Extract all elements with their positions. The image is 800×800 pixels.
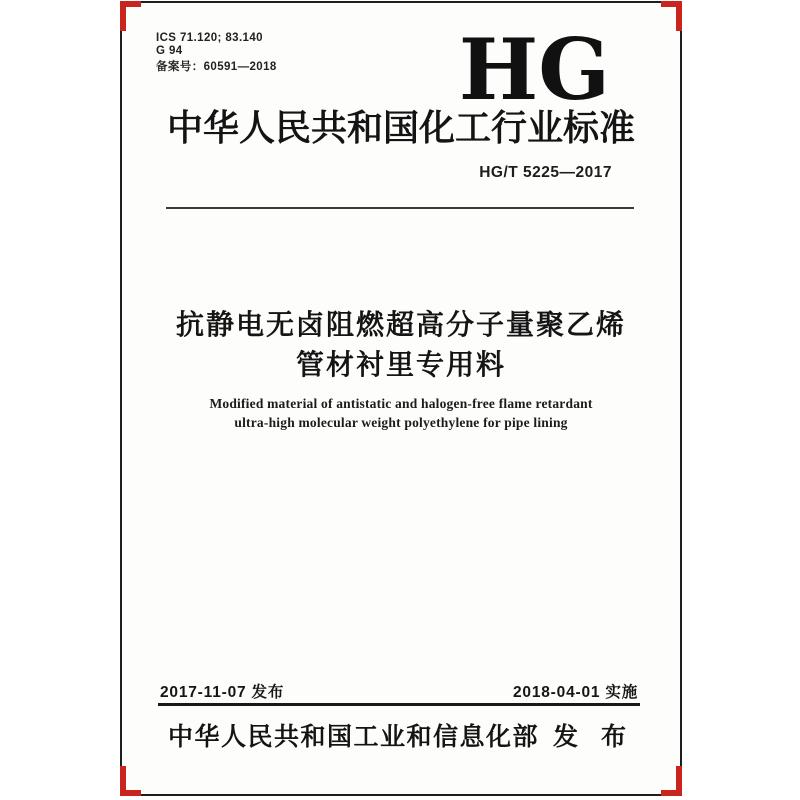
ics-code: ICS 71.120; 83.140: [156, 32, 263, 44]
standard-number: HG/T 5225—2017: [479, 164, 612, 181]
title-en-line1: Modified material of antistatic and halogen-free flame retardant: [209, 396, 593, 411]
issue-action-label: 发 布: [553, 723, 634, 751]
crop-mark-bottom-left: [120, 766, 141, 796]
title-en-line2: ultra-high molecular weight polyethylene for pipe lining: [234, 415, 568, 430]
document-title-chinese: [122, 305, 680, 385]
issuing-authority: 中华人民共和国工业和信息化部: [168, 723, 540, 751]
hg-standard-logo: HG: [458, 20, 610, 119]
title-cn-line2: 管材衬里专用料: [295, 349, 506, 380]
standard-cover-page: [120, 1, 682, 796]
header-divider-rule: [166, 207, 634, 209]
title-cn-line1: 抗静电无卤阻燃超高分子量聚乙烯: [175, 309, 626, 340]
crop-mark-bottom-right: [661, 766, 682, 796]
crop-mark-top-right: [661, 1, 682, 31]
record-number: 备案号：60591—2018: [156, 61, 277, 73]
document-title-english: [122, 394, 680, 432]
document-class-code: G 94: [156, 44, 183, 57]
issuer-row: [122, 721, 680, 753]
crop-mark-top-left: [120, 1, 141, 31]
footer-divider-rule: [158, 703, 640, 706]
standard-category-title: 中华人民共和国化工行业标准: [166, 107, 635, 148]
dates-row: [160, 684, 638, 702]
ics-classification-block: [156, 32, 277, 74]
issue-date: 2017-11-07 发布: [160, 684, 285, 701]
implementation-date: 2018-04-01 实施: [513, 684, 638, 701]
